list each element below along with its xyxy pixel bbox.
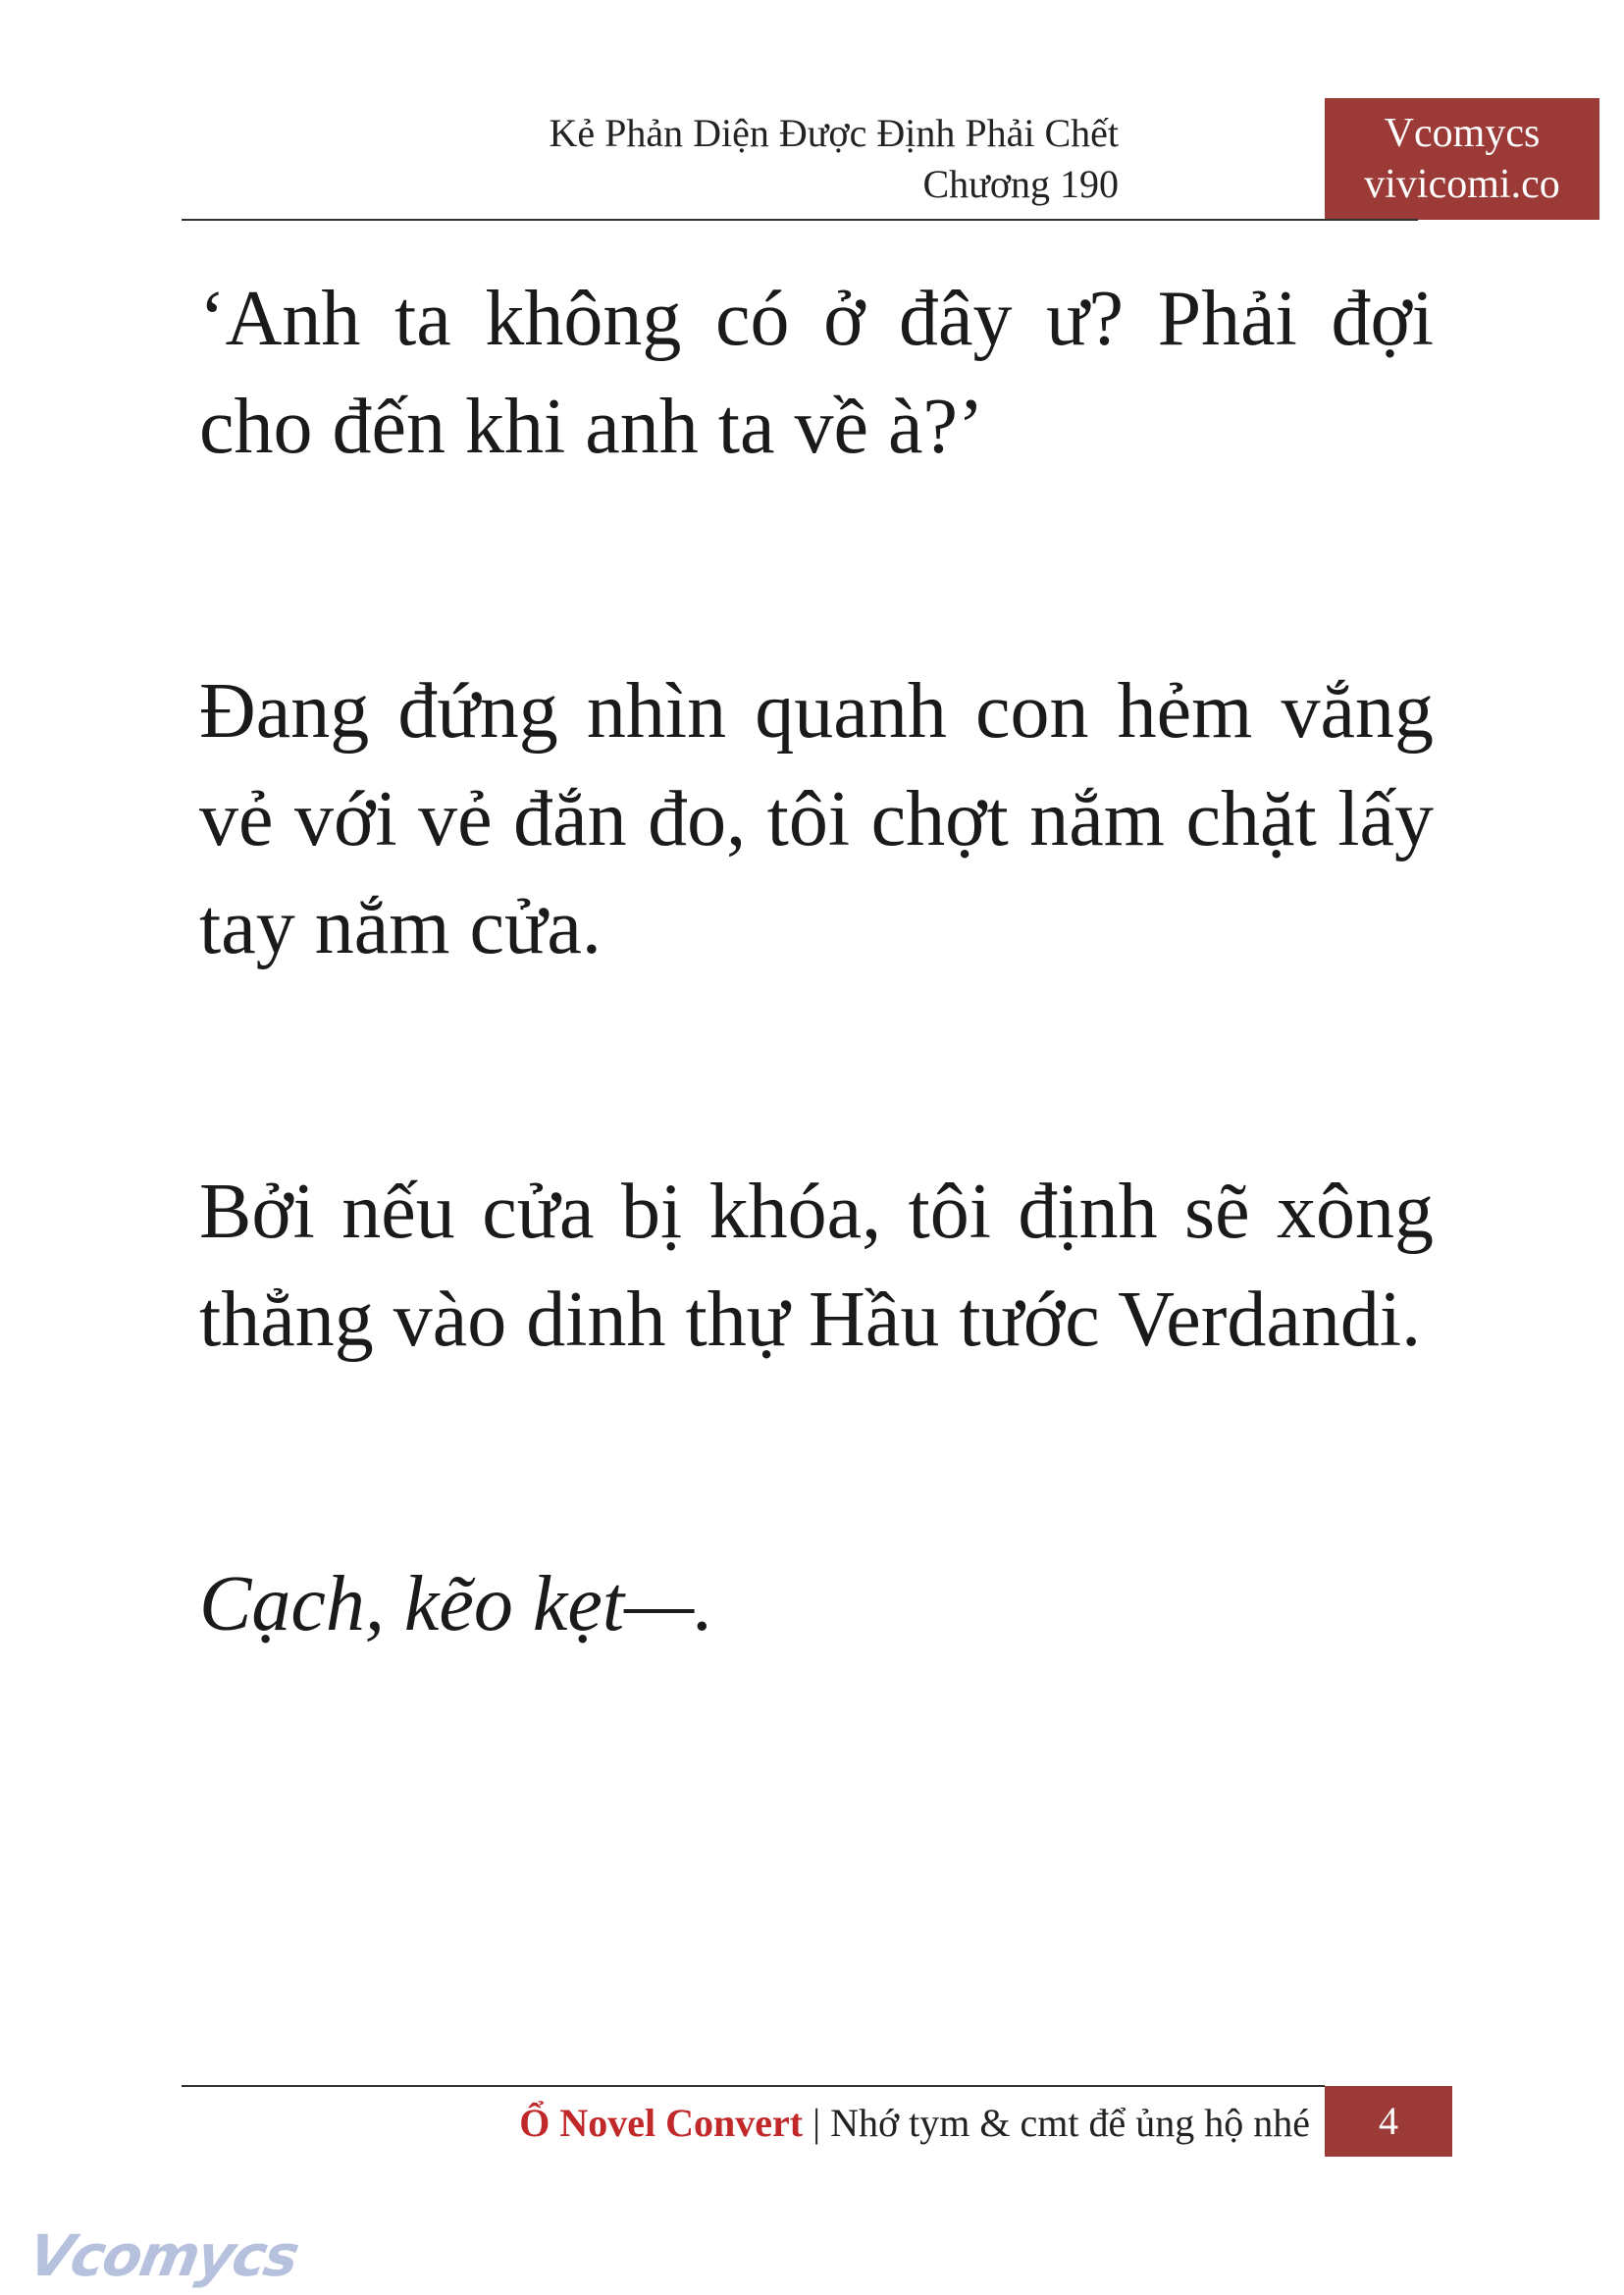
watermark-logo: Vcomycs	[24, 2222, 303, 2289]
paragraph: ‘Anh ta không có ở đây ư? Phải đợi cho đến khi anh ta về à?’	[199, 276, 1434, 470]
brand-box	[1325, 98, 1599, 220]
page-footer	[182, 2098, 1310, 2149]
chapter-body	[199, 265, 1434, 1835]
header-divider	[182, 219, 1418, 221]
paragraph: Bởi nếu cửa bị khóa, tôi định sẽ xông thẳng vào dinh thự Hầu tước Verdandi.	[199, 1169, 1434, 1363]
book-title: Kẻ Phản Diện Được Định Phải Chết	[549, 111, 1119, 155]
page-number: 4	[1325, 2086, 1452, 2157]
paragraph: Đang đứng nhìn quanh con hẻm vắng vẻ với vẻ đắn đo, tôi chợt nắm chặt lấy tay nắm cửa.	[199, 668, 1434, 970]
footer-divider	[182, 2085, 1325, 2087]
footer-separator: |	[812, 2101, 821, 2145]
footer-message: Nhớ tym & cmt để ủng hộ nhé	[830, 2101, 1310, 2145]
paragraph-sound-effect: Cạch, kẽo kẹt—.	[199, 1561, 714, 1647]
chapter-label: Chương 190	[922, 162, 1119, 206]
page-header	[182, 98, 1560, 220]
brand-url: vivicomi.co	[1364, 162, 1560, 207]
header-title-block	[334, 108, 1119, 210]
brand-name: Vcomycs	[1384, 111, 1541, 156]
footer-brand: Ổ Novel Convert	[519, 2101, 804, 2145]
